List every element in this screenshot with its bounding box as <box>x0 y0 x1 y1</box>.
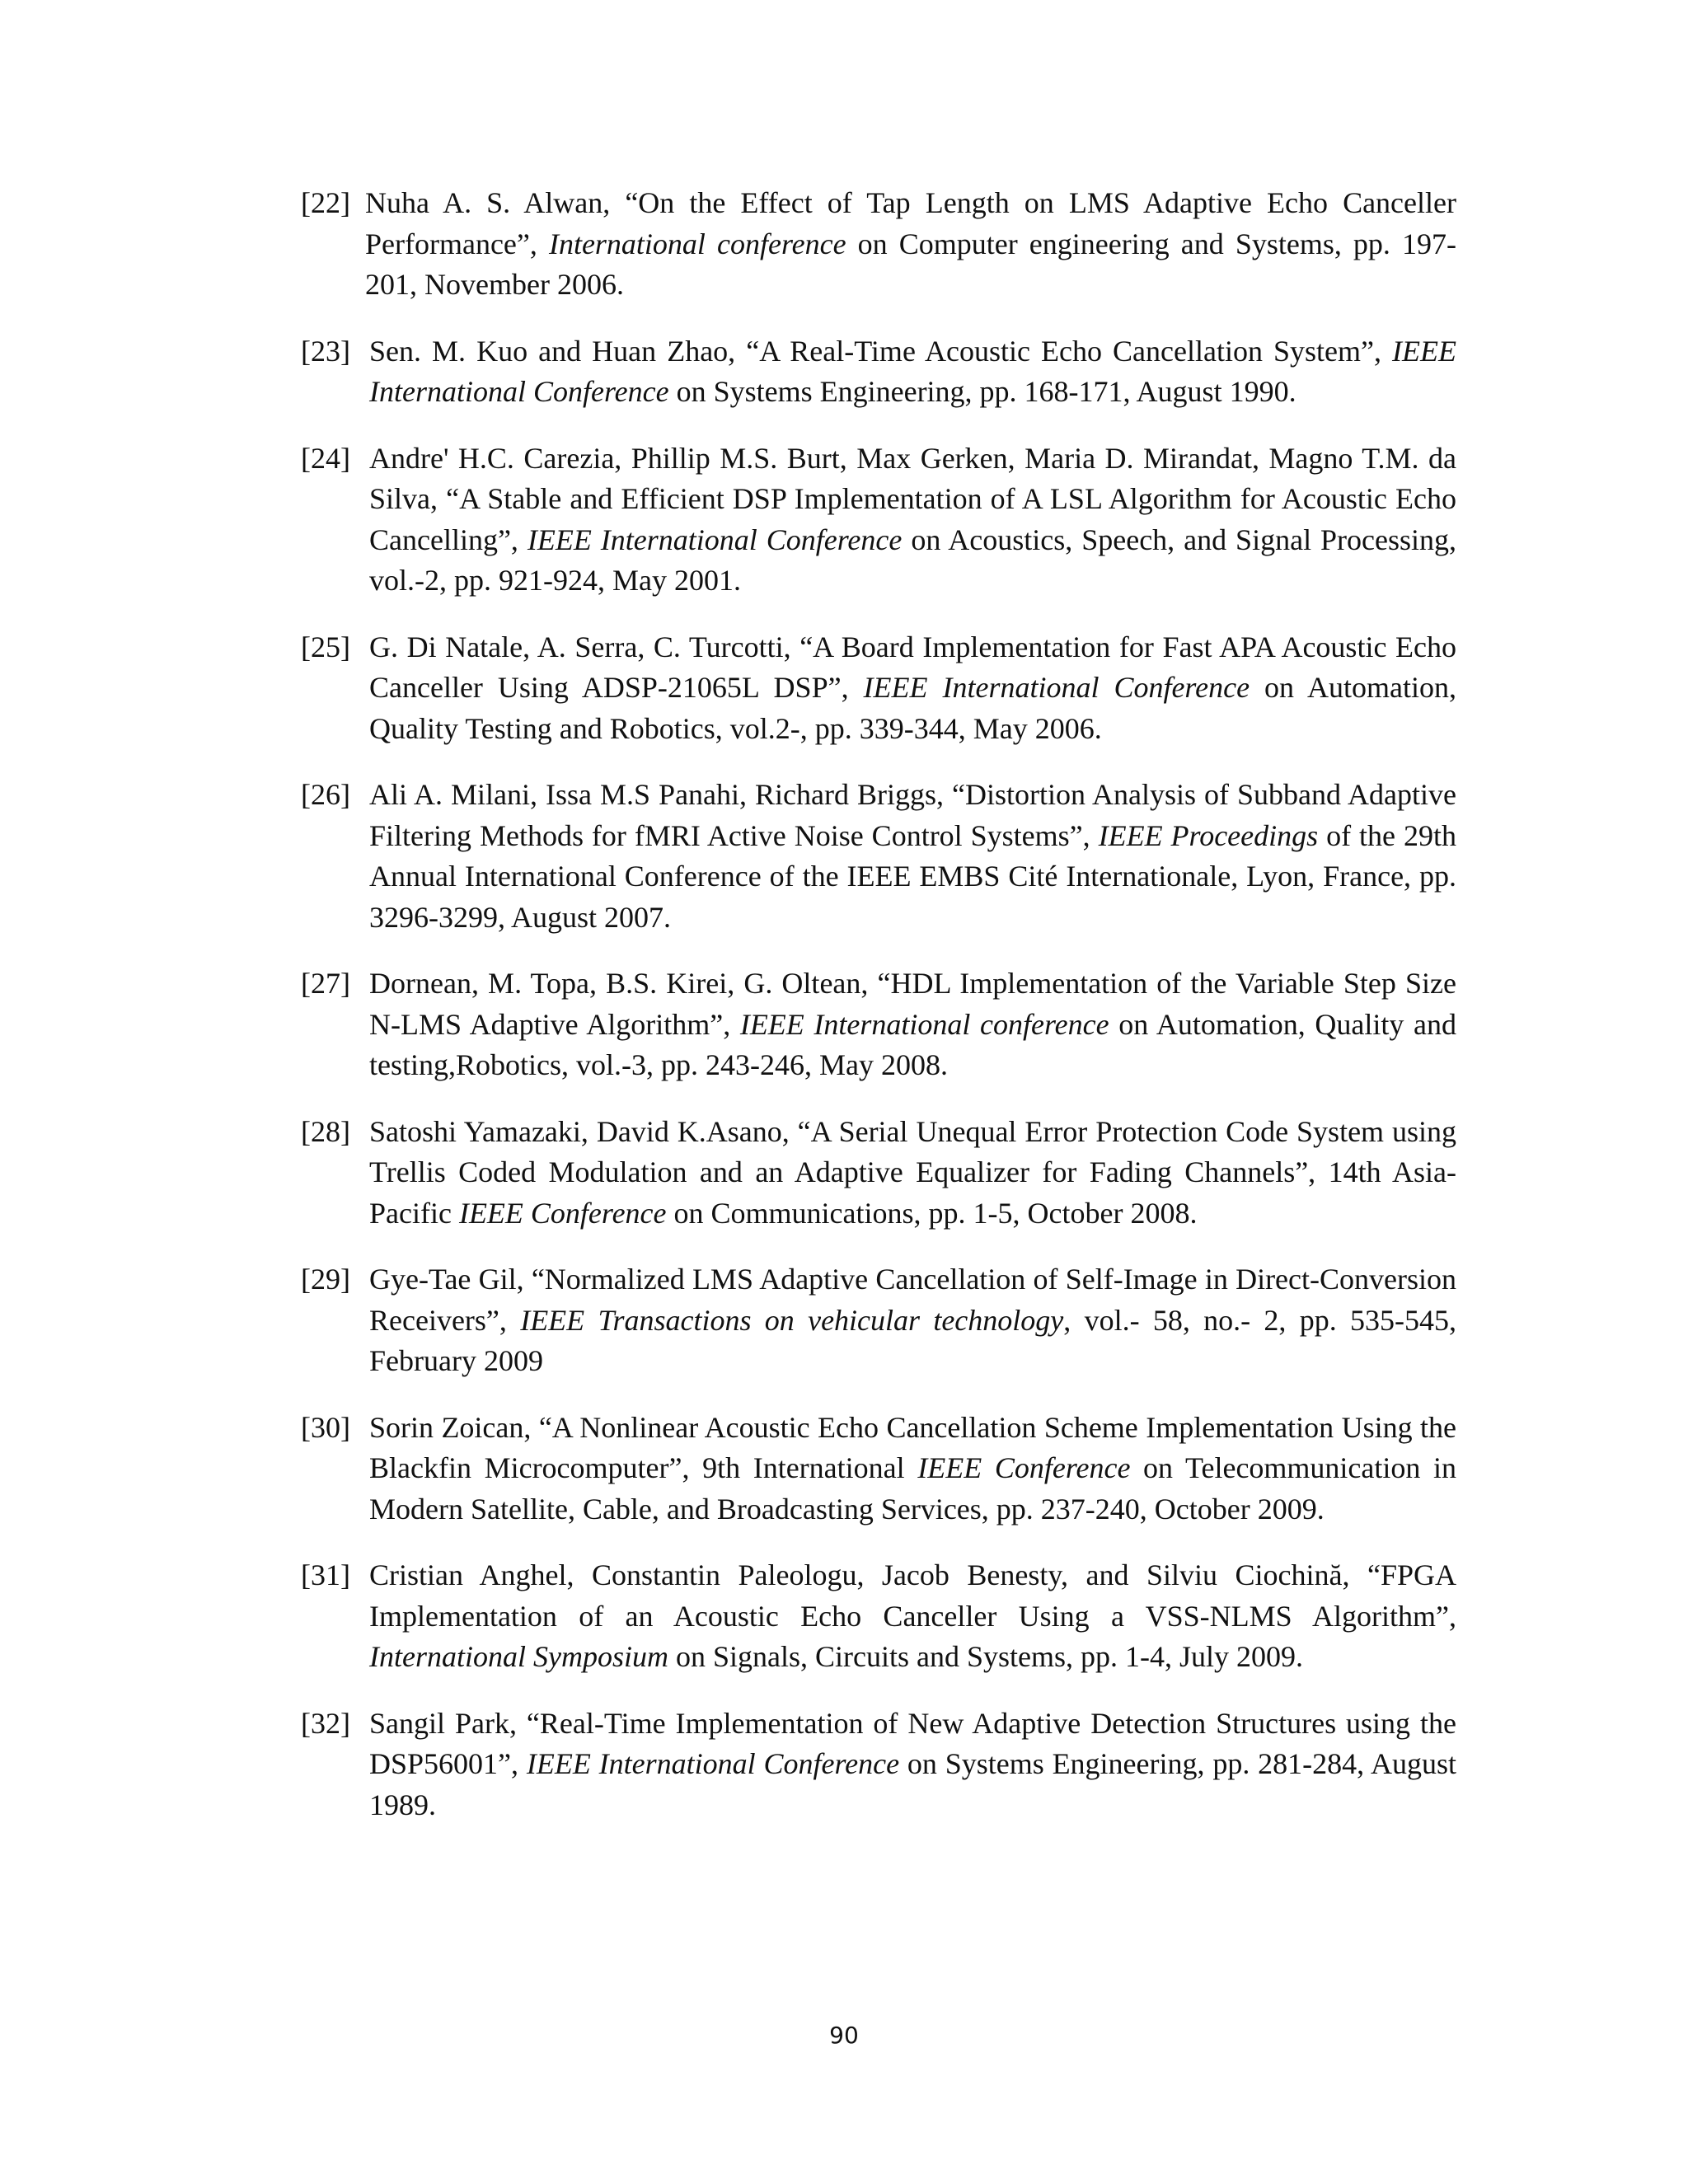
reference-venue: IEEE Proceedings <box>1098 818 1319 852</box>
reference-text: Satoshi Yamazaki, David K.Asano, “A Serial Unequal Error Protection Code System using Trellis Coded Modulation and an Adaptive Equalizer for Fading Channels”, 14th Asia-Pacific <box>369 1114 1456 1230</box>
reference-venue: IEEE International Conference <box>527 523 903 556</box>
reference-number: [29] <box>301 1263 350 1296</box>
reference-text: on Signals, Circuits and Systems, pp. 1-4, July 2009. <box>668 1640 1303 1673</box>
reference-text: , vol.- 58, no.- 2, pp. 535-545, February 2009 <box>369 1303 1457 1377</box>
reference-text: Sangil Park, “Real-Time Implementation of New Adaptive Detection Structures using the DSP56001”, <box>369 1706 1456 1780</box>
reference-number: [27] <box>301 967 350 1000</box>
reference-number: [23] <box>301 334 350 368</box>
reference-text: Gye-Tae Gil, “Normalized LMS Adaptive Cancellation of Self-Image in Direct-Conversion Receivers”, <box>369 1263 1456 1337</box>
reference-25 <box>301 627 1456 750</box>
reference-venue: International Symposium <box>369 1640 668 1673</box>
reference-text: Sorin Zoican, “A Nonlinear Acoustic Echo Cancellation Scheme Implementation Using the Blackfin Microcomputer”, 9th International <box>369 1410 1456 1484</box>
reference-number: [30] <box>301 1410 350 1444</box>
reference-text: Cristian Anghel, Constantin Paleologu, Jacob Benesty, and Silviu Ciochină, “FPGA Implementation of an Acoustic Echo Canceller Using a VSS-NLMS Algorithm”, <box>369 1558 1456 1633</box>
reference-28 <box>301 1112 1456 1235</box>
reference-24 <box>301 438 1456 602</box>
reference-number: [22] <box>301 186 350 219</box>
reference-text: on Systems Engineering, pp. 168-171, August 1990. <box>668 375 1296 408</box>
reference-text: Nuha A. S. Alwan, “On the Effect of Tap Length on LMS Adaptive Echo Canceller Performance”, <box>365 186 1456 260</box>
reference-venue: IEEE Transactions on vehicular technology <box>520 1303 1064 1337</box>
reference-27 <box>301 963 1456 1086</box>
reference-text: of the 29th Annual International Conference of the IEEE EMBS Cité Internationale, Lyon, France, pp. 3296-3299, August 2007. <box>369 818 1456 934</box>
reference-number: [25] <box>301 630 350 663</box>
reference-venue: IEEE International conference <box>739 1007 1109 1041</box>
reference-number: [28] <box>301 1114 350 1148</box>
reference-23 <box>301 331 1456 413</box>
reference-text: on Automation, Quality Testing and Robotics, vol.2-, pp. 339-344, May 2006. <box>369 671 1456 745</box>
reference-number: [26] <box>301 778 350 811</box>
reference-number: [31] <box>301 1558 350 1591</box>
page-number: 90 <box>829 2022 859 2049</box>
reference-text: on Acoustics, Speech, and Signal Processing, vol.-2, pp. 921-924, May 2001. <box>369 523 1457 597</box>
reference-number: [24] <box>301 441 350 475</box>
reference-venue: IEEE International Conference <box>863 671 1250 704</box>
reference-32 <box>301 1704 1456 1826</box>
reference-venue: IEEE International Conference <box>369 334 1456 408</box>
reference-29 <box>301 1259 1456 1382</box>
reference-31 <box>301 1555 1456 1678</box>
reference-text: Ali A. Milani, Issa M.S Panahi, Richard Briggs, “Distortion Analysis of Subband Adaptive Filtering Methods for fMRI Active Noise Control Systems”, <box>369 778 1456 852</box>
reference-list <box>301 183 1456 1851</box>
reference-venue: International conference <box>548 227 846 260</box>
reference-text: on Computer engineering and Systems, pp. 197-201, November 2006. <box>365 227 1456 301</box>
reference-26 <box>301 775 1456 938</box>
reference-text: on Systems Engineering, pp. 281-284, August 1989. <box>369 1747 1456 1821</box>
reference-text: Dornean, M. Topa, B.S. Kirei, G. Oltean, “HDL Implementation of the Variable Step Size N-LMS Adaptive Algorithm”, <box>369 967 1456 1041</box>
reference-text: on Telecommunication in Modern Satellite, Cable, and Broadcasting Services, pp. 237-240, October 2009. <box>369 1451 1457 1526</box>
reference-text: G. Di Natale, A. Serra, C. Turcotti, “A Board Implementation for Fast APA Acoustic Echo Canceller Using ADSP-21065L DSP”, <box>369 630 1456 704</box>
reference-text: on Communications, pp. 1-5, October 2008. <box>666 1196 1198 1230</box>
reference-number: [32] <box>301 1706 350 1740</box>
reference-text: on Automation, Quality and testing,Robotics, vol.-3, pp. 243-246, May 2008. <box>369 1007 1457 1081</box>
reference-30 <box>301 1408 1456 1530</box>
reference-text: Andre' H.C. Carezia, Phillip M.S. Burt, Max Gerken, Maria D. Mirandat, Magno T.M. da Silva, “A Stable and Efficient DSP Implementation of A LSL Algorithm for Acoustic Echo Cancelling”, <box>369 441 1456 556</box>
reference-venue: IEEE Conference <box>458 1196 667 1230</box>
reference-venue: IEEE International Conference <box>526 1747 900 1780</box>
reference-venue: IEEE Conference <box>917 1451 1131 1484</box>
reference-22 <box>301 183 1456 306</box>
reference-text: Sen. M. Kuo and Huan Zhao, “A Real-Time Acoustic Echo Cancellation System”, <box>369 334 1393 368</box>
